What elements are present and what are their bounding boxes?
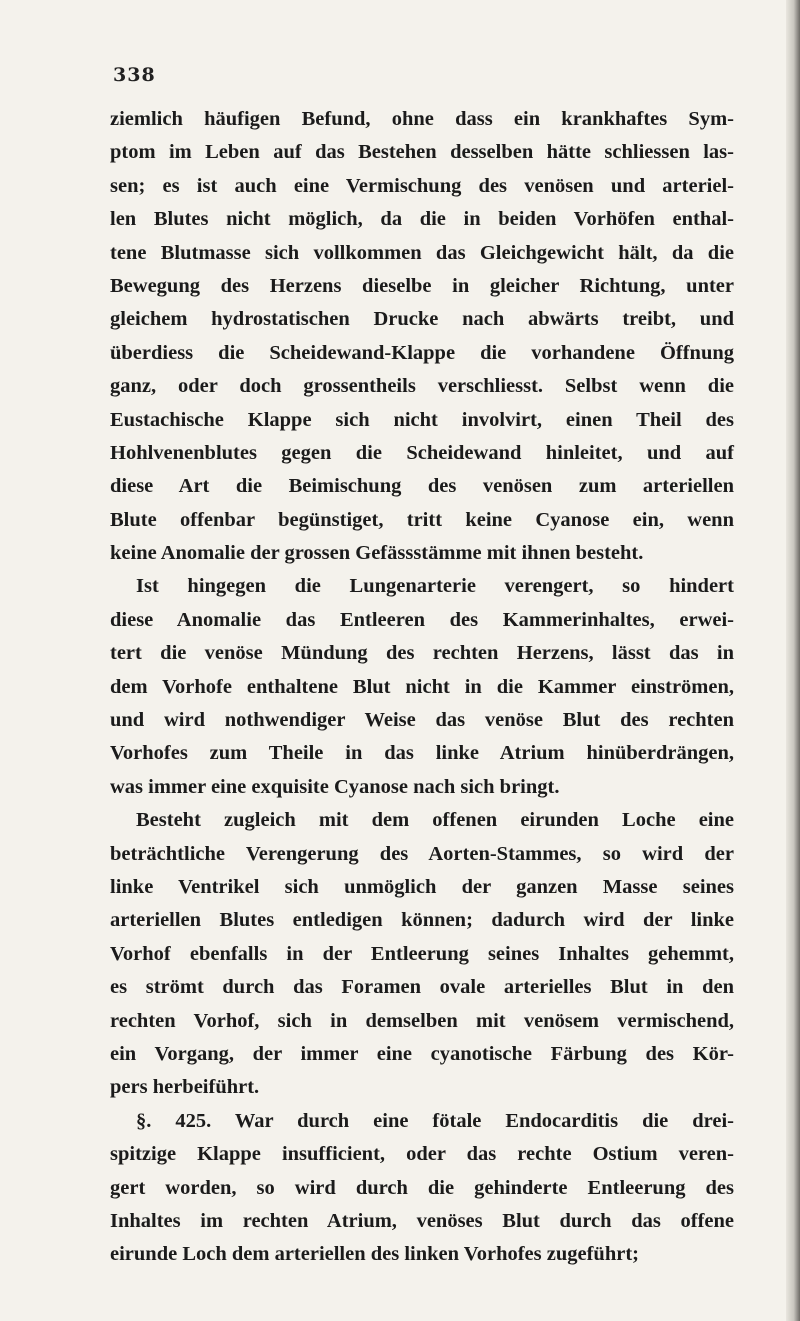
text-line: len Blutes nicht möglich, da die in beiden Vorhöfen enthal- [110,208,734,231]
text-line: Ist hingegen die Lungenarterie verengert, so hindert [136,575,734,598]
text-line: spitzige Klappe insufficient, oder das rechte Ostium veren- [110,1143,734,1166]
page-binding-edge [786,0,800,1321]
text-line: §. 425. War durch eine fötale Endocarditis die drei- [136,1109,734,1132]
text-line: Vorhof ebenfalls in der Entleerung seines Inhaltes gehemmt, [110,942,734,965]
text-line: Blute offenbar begünstiget, tritt keine Cyanose ein, wenn [110,508,734,531]
text-line: Inhaltes im rechten Atrium, venöses Blut durch das offene [110,1209,734,1232]
text-line: sen; es ist auch eine Vermischung des venösen und arteriel- [110,174,734,197]
text-line: keine Anomalie der grossen Gefässstämme mit ihnen besteht. [110,542,644,565]
text-line: es strömt durch das Foramen ovale arterielles Blut in den [110,976,734,999]
text-line: ptom im Leben auf das Bestehen desselben hätte schliessen las- [110,141,734,164]
text-line: diese Anomalie das Entleeren des Kammerinhaltes, erwei- [110,608,734,631]
text-line: was immer eine exquisite Cyanose nach sich bringt. [110,775,560,798]
text-line: dem Vorhofe enthaltene Blut nicht in die Kammer einströmen, [110,675,734,698]
body-text [110,103,734,1272]
text-line: tert die venöse Mündung des rechten Herzens, lässt das in [110,642,734,665]
text-line: arteriellen Blutes entledigen können; dadurch wird der linke [110,909,734,932]
text-line: linke Ventrikel sich unmöglich der ganzen Masse seines [110,875,734,898]
text-line: ziemlich häufigen Befund, ohne dass ein krankhaftes Sym- [110,108,734,130]
text-line: diese Art die Beimischung des venösen zum arteriellen [110,475,734,498]
text-line: pers herbeiführt. [110,1076,260,1099]
text-line: ein Vorgang, der immer eine cyanotische Färbung des Kör- [110,1042,734,1065]
text-line: eirunde Loch dem arteriellen des linken Vorhofes zugeführt; [110,1243,639,1266]
text-line: rechten Vorhof, sich in demselben mit venösem vermischend, [110,1009,734,1032]
text-line: und wird nothwendiger Weise das venöse Blut des rechten [110,709,734,732]
text-line: Eustachische Klappe sich nicht involvirt, einen Theil des [110,408,734,431]
text-line: Vorhofes zum Theile in das linke Atrium hinüberdrängen, [110,742,734,765]
text-line: beträchtliche Verengerung des Aorten-Stammes, so wird der [110,842,734,865]
text-line: überdiess die Scheidewand-Klappe die vorhandene Öffnung [110,341,734,364]
text-line: Besteht zugleich mit dem offenen eirunden Loche eine [136,809,734,832]
text-line: tene Blutmasse sich vollkommen das Gleichgewicht hält, da die [110,241,734,264]
text-line: gert worden, so wird durch die gehinderte Entleerung des [110,1176,734,1199]
page-number: 338 [113,64,156,86]
text-line: ganz, oder doch grossentheils verschliesst. Selbst wenn die [110,375,734,398]
text-line: Bewegung des Herzens dieselbe in gleicher Richtung, unter [110,274,734,297]
text-line: Hohlvenenblutes gegen die Scheidewand hinleitet, und auf [110,441,734,464]
text-line: gleichem hydrostatischen Drucke nach abwärts treibt, und [110,308,734,331]
